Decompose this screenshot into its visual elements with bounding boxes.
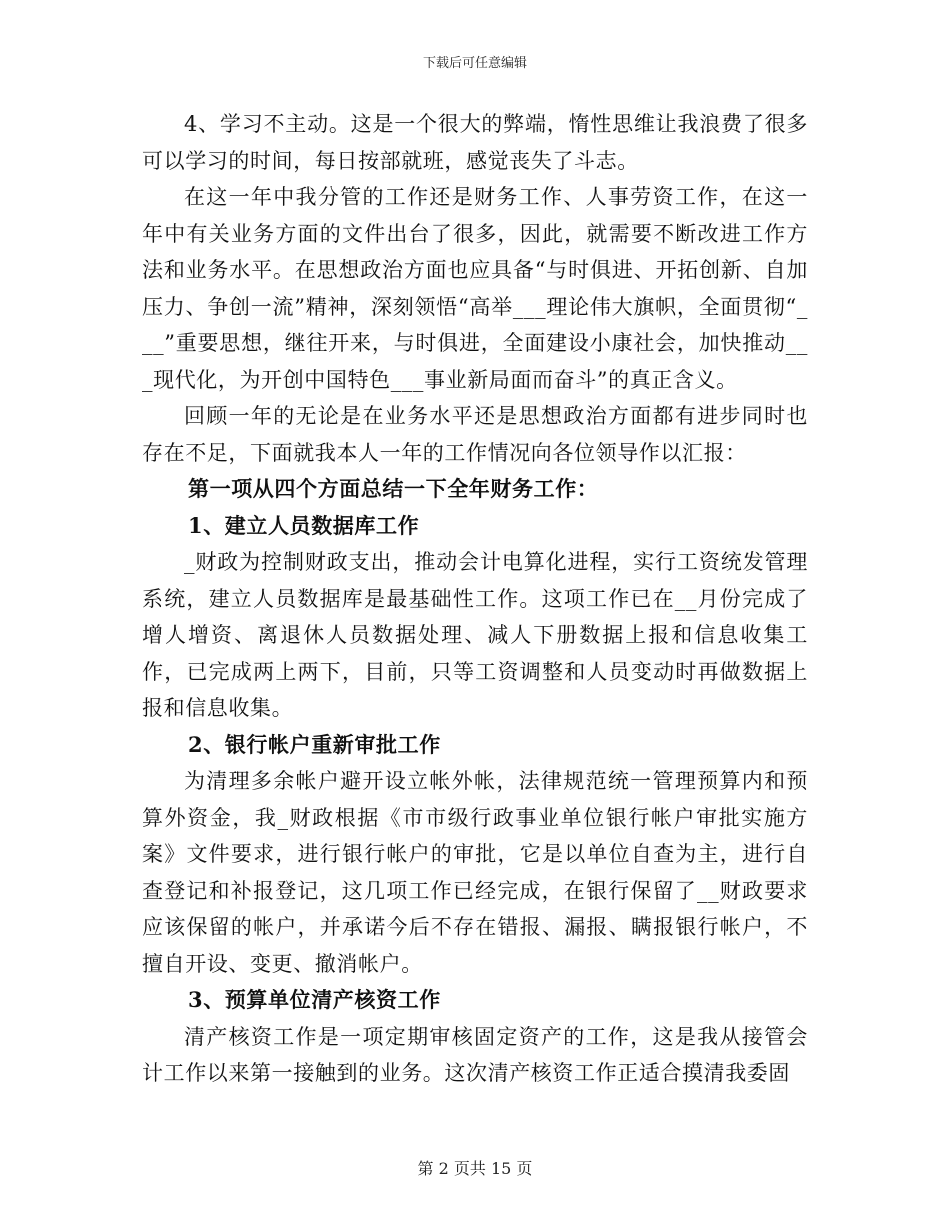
paragraph-5: 为清理多余帐户避开设立帐外帐，法律规范统一管理预算内和预算外资金，我_财政根据《市市级行政事业单位银行帐户审批实施方案》文件要求，进行银行帐户的审批，它是以单位自查为主，进行自查登记和补报登记，这几项工作已经完成，在银行保留了__财政要求应该保留的帐户，并承诺今后不存在错报、漏报、瞒报银行帐户，不擅自开设、变更、撤消帐户。 — [142, 769, 808, 976]
document-body — [142, 106, 808, 1092]
subsection-heading-2: 2、银行帐户重新审批工作 — [188, 731, 441, 757]
subsection-heading-3: 3、预算单位清产核资工作 — [188, 987, 441, 1012]
paragraph-1: 4、学习不主动。这是一个很大的弊端，惰性思维让我浪费了很多可以学习的时间，每日按部就班，感觉丧失了斗志。 — [142, 112, 808, 173]
paragraph-6: 清产核资工作是一项定期审核固定资产的工作，这是我从接管会计工作以来第一接触到的业务。这次清产核资工作正适合摸清我委固 — [142, 1024, 808, 1085]
paragraph-4: _财政为控制财政支出，推动会计电算化进程，实行工资统发管理系统，建立人员数据库是最基础性工作。这项工作已在__月份完成了增人增资、离退休人员数据处理、减人下册数据上报和信息收集工作，已完成两上两下，目前，只等工资调整和人员变动时再做数据上报和信息收集。 — [142, 550, 808, 720]
page-header: 下载后可任意编辑 — [422, 56, 527, 71]
paragraph-2: 在这一年中我分管的工作还是财务工作、人事劳资工作，在这一年中有关业务方面的文件出台了很多，因此，就需要不断改进工作方法和业务水平。在思想政治方面也应具备“与时俱进、开拓创新、自加压力、争创一流”精神，深刻领悟“高举___理论伟大旗帜，全面贯彻“___”重要思想，继往开来，与时俱进，全面建设小康社会，加快推动___现代化，为开创中国特色___事业新局面而奋斗”的真正含义。 — [142, 185, 808, 392]
paragraph-3: 回顾一年的无论是在业务水平还是思想政治方面都有进步同时也存在不足，下面就我本人一年的工作情况向各位领导作以汇报： — [142, 404, 808, 465]
page-footer: 第 2 页共 15 页 — [417, 1159, 533, 1178]
subsection-heading-1: 1、建立人员数据库工作 — [188, 512, 420, 538]
section-heading: 第一项从四个方面总结一下全年财务工作： — [188, 476, 599, 501]
